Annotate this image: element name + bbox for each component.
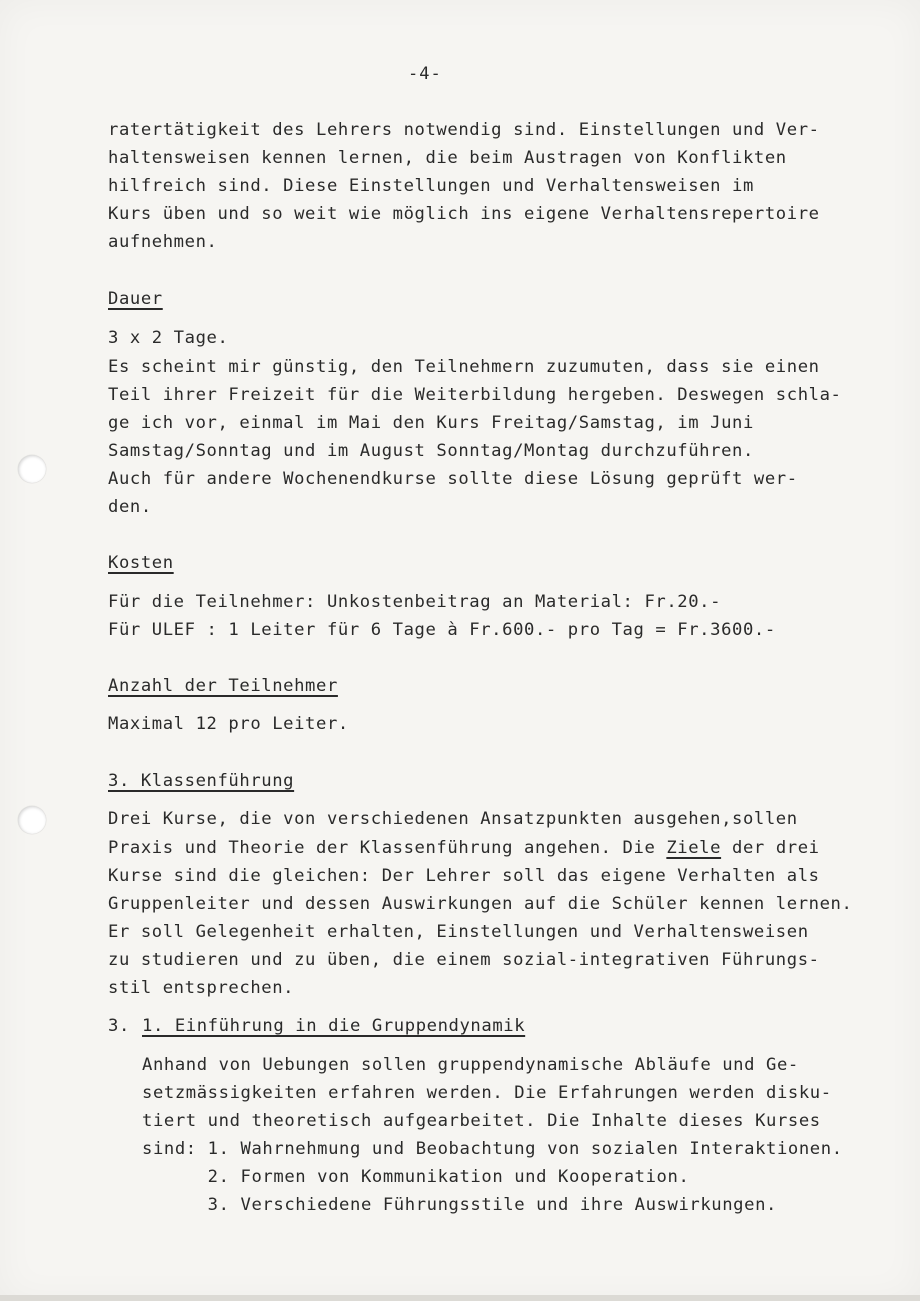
text-line: Kurs üben und so weit wie möglich ins eigene Verhaltensrepertoire [108,204,820,224]
text-line: Kurse sind die gleichen: Der Lehrer soll das eigene Verhalten als [108,866,820,886]
section-heading-anzahl: Anzahl der Teilnehmer [108,676,338,696]
text-line: Drei Kurse, die von verschiedenen Ansatzpunkten ausgehen,sollen [108,809,798,829]
subsection-number: 3. [108,1016,130,1036]
text-line: Für die Teilnehmer: Unkostenbeitrag an Material: Fr.20.- [108,592,722,612]
page-number: -4- [408,64,442,84]
text-line: ge ich vor, einmal im Mai den Kurs Freitag/Samstag, im Juni [108,413,754,433]
ziele-emphasis: Ziele [666,838,722,858]
text-line: stil entsprechen. [108,978,295,998]
punch-hole [18,806,46,834]
text-line: 3 x 2 Tage. [108,328,229,348]
text-line: Gruppenleiter und dessen Auswirkungen auf die Schüler kennen lernen. [108,894,853,914]
text-line: ratertätigkeit des Lehrers notwendig sind. Einstellungen und Ver- [108,120,820,140]
text-line: Maximal 12 pro Leiter. [108,714,349,734]
text-line: den. [108,497,152,517]
punch-hole [18,455,46,483]
text-line: Auch für andere Wochenendkurse sollte diese Lösung geprüft wer- [108,469,798,489]
page-edge [0,1295,920,1301]
subsection-heading-gruppendynamik: 1. Einführung in die Gruppendynamik [142,1016,526,1036]
section-heading-kosten: Kosten [108,553,174,573]
list-item: sind: 1. Wahrnehmung und Beobachtung von sozialen Interaktionen. [142,1139,843,1159]
text-line: haltensweisen kennen lernen, die beim Austragen von Konflikten [108,148,787,168]
text-line: setzmässigkeiten erfahren werden. Die Erfahrungen werden disku- [142,1083,832,1103]
text-line: Praxis und Theorie der Klassenführung angehen. Die Ziele der drei [108,838,820,858]
text-line: tiert und theoretisch aufgearbeitet. Die Inhalte dieses Kurses [142,1111,821,1131]
text-line: Es scheint mir günstig, den Teilnehmern zuzumuten, dass sie einen [108,357,820,377]
section-heading-dauer: Dauer [108,289,163,309]
list-item: 2. Formen von Kommunikation und Kooperation. [142,1167,690,1187]
text-line: Teil ihrer Freizeit für die Weiterbildung hergeben. Deswegen schla- [108,385,842,405]
text-line: zu studieren und zu üben, die einem sozial-integrativen Führungs- [108,950,820,970]
text-line: Er soll Gelegenheit erhalten, Einstellungen und Verhaltensweisen [108,922,809,942]
text-line: hilfreich sind. Diese Einstellungen und Verhaltensweisen im [108,176,754,196]
section-heading-klassenfuehrung: 3. Klassenführung [108,771,295,791]
text-line: Samstag/Sonntag und im August Sonntag/Montag durchzuführen. [108,441,754,461]
text-line: Für ULEF : 1 Leiter für 6 Tage à Fr.600.- pro Tag = Fr.3600.- [108,620,776,640]
text-line: Anhand von Uebungen sollen gruppendynamische Abläufe und Ge- [142,1055,799,1075]
list-item: 3. Verschiedene Führungsstile und ihre Auswirkungen. [142,1195,777,1215]
text-line: aufnehmen. [108,232,218,252]
